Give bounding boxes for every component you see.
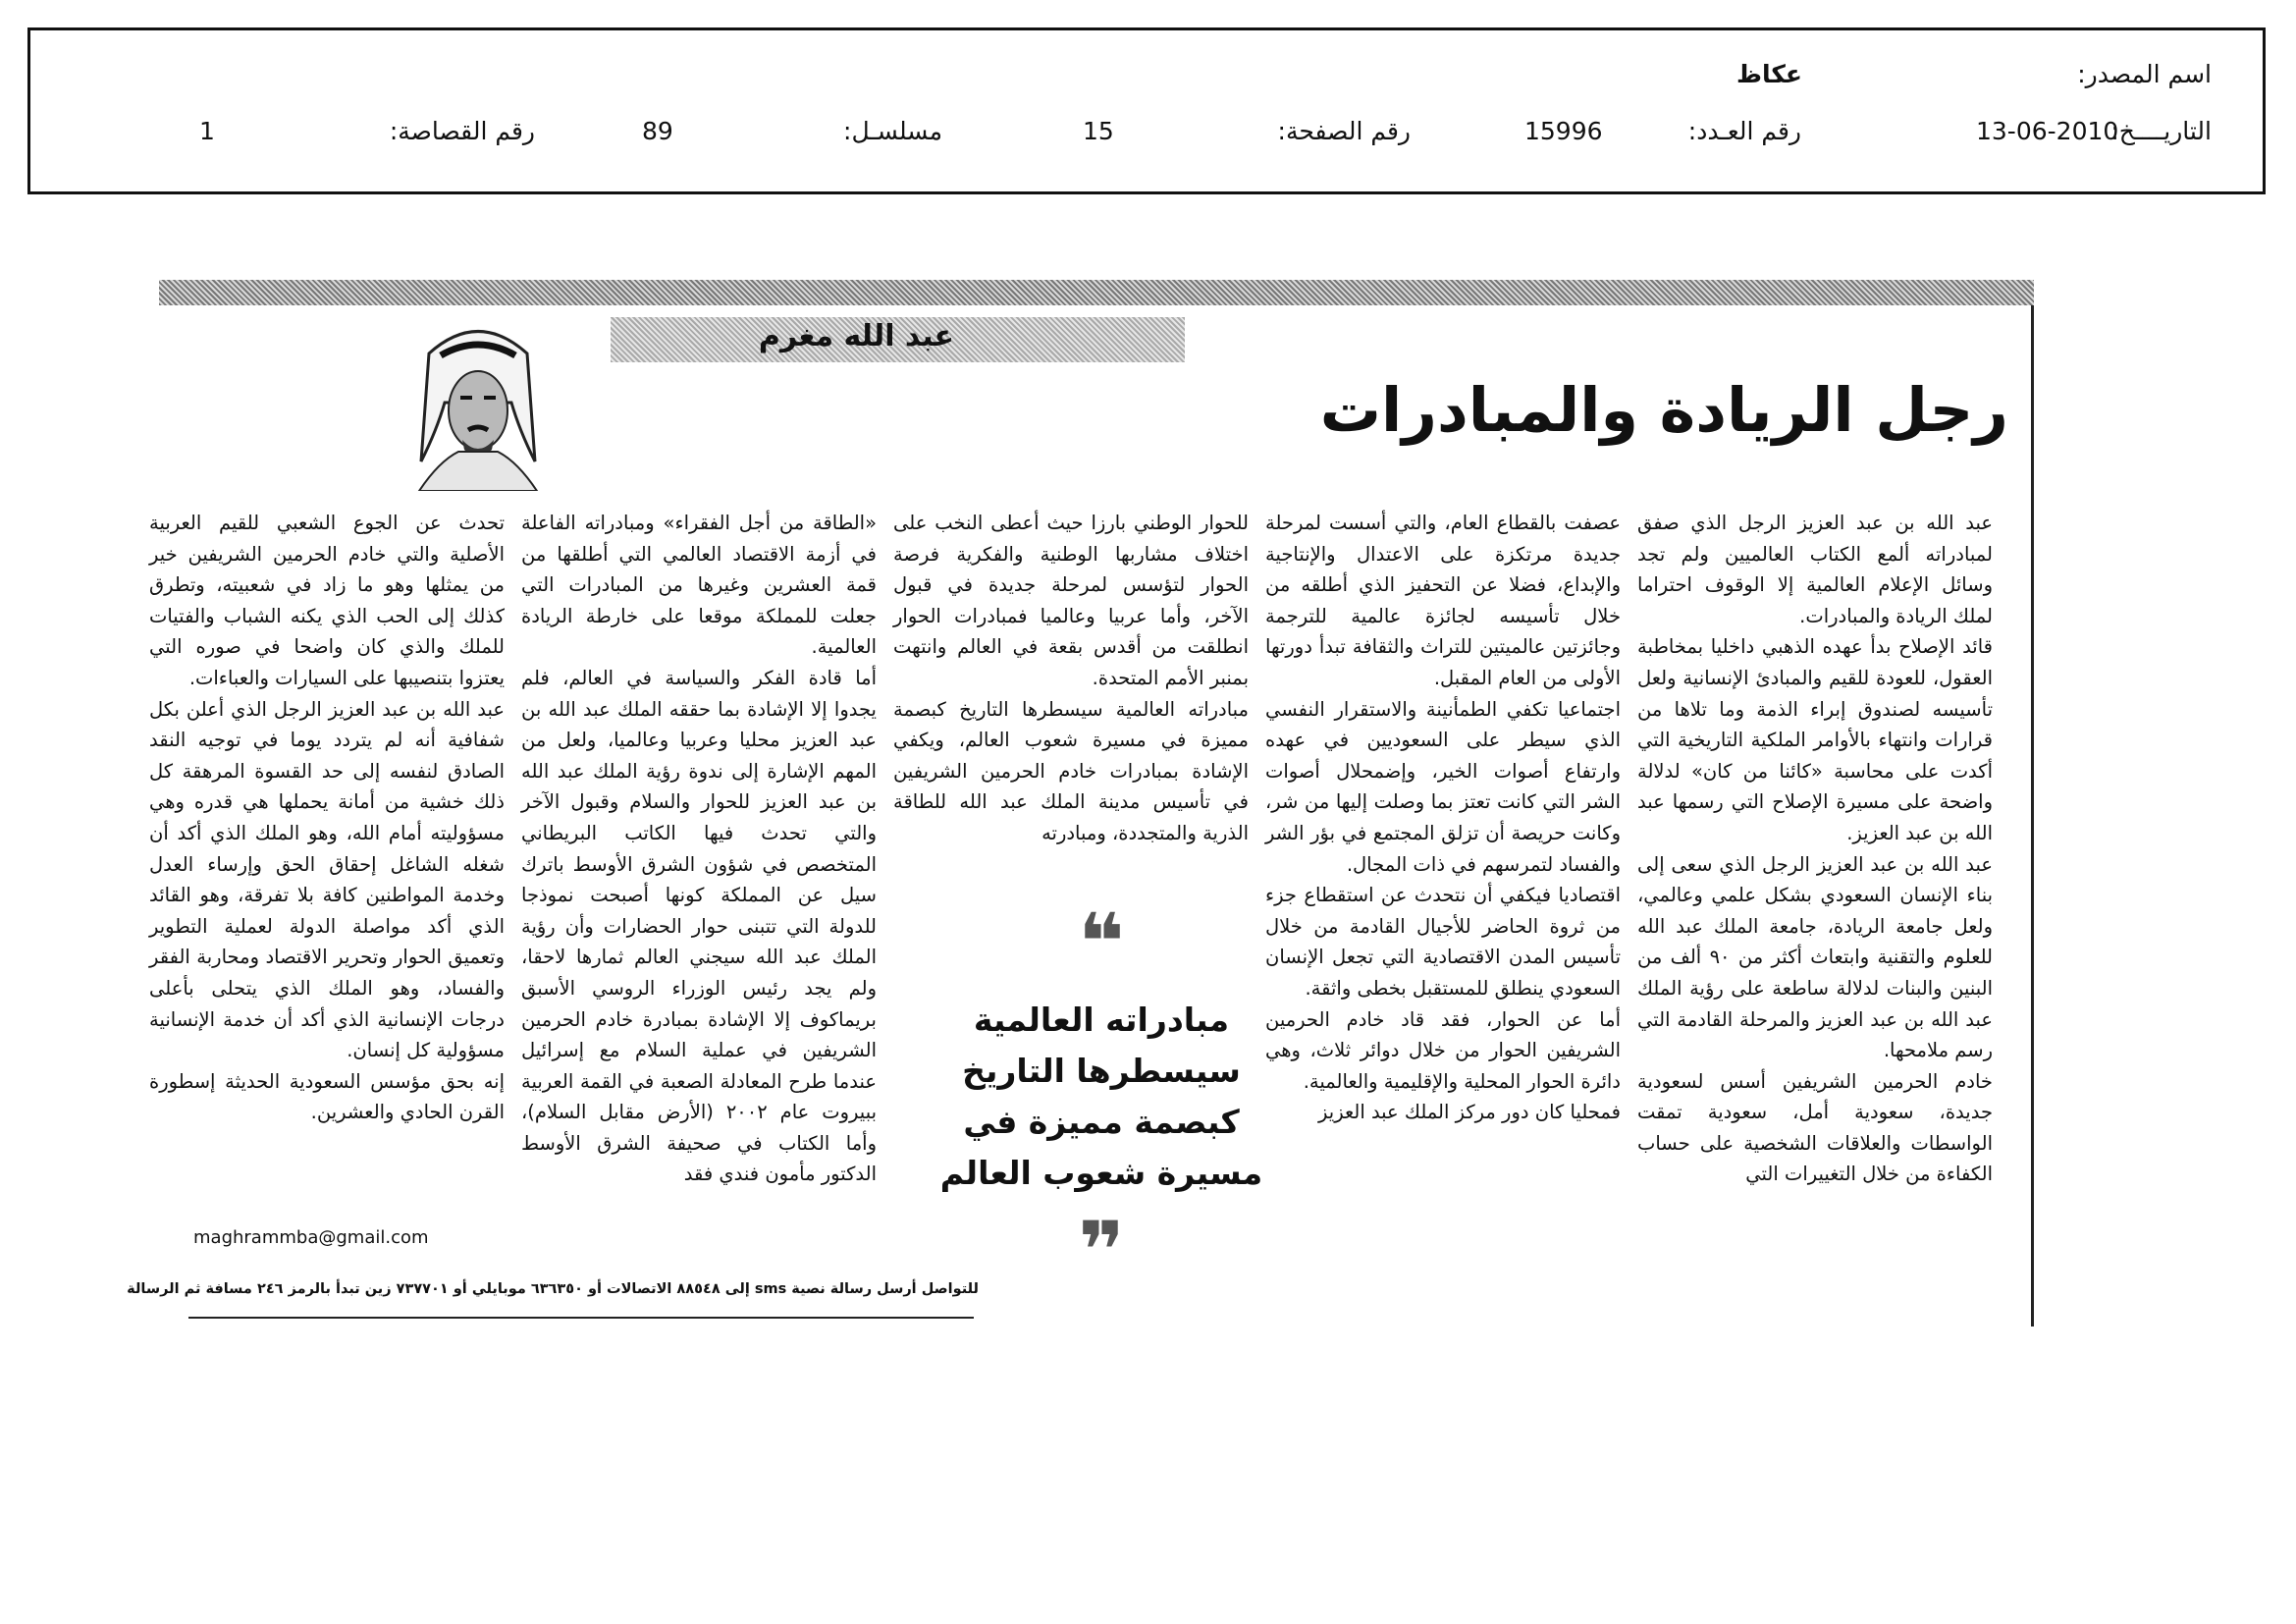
paragraph: عصفت بالقطاع العام، والتي أسست لمرحلة جديدة مرتكزة على الاعتدال والإنتاجية والإبداع، فضلا عن التحفيز الذي أطلقه من خلال تأسيسه لجائزة عالمية للترجمة وجائزتين عالميتين للتراث والثقافة تبدأ دورتها الأولى من العام المقبل. xyxy=(1265,512,1621,689)
clip-value: 1 xyxy=(199,117,215,145)
paragraph: تحدث عن الجوع الشعبي للقيم العربية الأصلية والتي خادم الحرمين الشريفين خير من يمثلها وهو ما زاد في شعبيته، وتطرق كذلك إلى الحب الذي يكنه الشباب والفتيات للملك والذي كان واضحا في صوره التي يعتزوا بتنصيبها على السيارات والعباءات. xyxy=(149,512,505,689)
column-3 xyxy=(893,508,1249,849)
date-value: 13-06-2010 xyxy=(1976,117,2119,145)
source-label: اسم المصدر: xyxy=(2077,60,2212,88)
column-2 xyxy=(1265,508,1621,1128)
serial-value: 89 xyxy=(642,117,673,145)
right-rule xyxy=(2031,305,2034,1326)
issue-label: رقم العـدد: xyxy=(1687,117,1801,145)
article-clipping xyxy=(127,280,2034,1340)
source-value: عكاظ xyxy=(1736,60,1802,88)
paragraph: «الطاقة من أجل الفقراء» ومبادراته الفاعلة في أزمة الاقتصاد العالمي التي أطلقها من قمة العشرين وغيرها من المبادرات التي جعلت للمملكة موقعا على خارطة الريادة العالمية. xyxy=(521,512,877,659)
author-byline: عبد الله مغرم xyxy=(758,319,954,353)
close-quote-icon: ❞ xyxy=(1078,1205,1125,1296)
pull-quote-text: مبادراته العالمية سيسطرها التاريخ كبصمة مميزة في مسيرة شعوب العالم xyxy=(939,1001,1263,1192)
page-label: رقم الصفحة: xyxy=(1277,117,1411,145)
paragraph: مبادراته العالمية سيسطرها التاريخ كبصمة مميزة في مسيرة شعوب العالم، ويكفي الإشادة بمبادرات خادم الحرمين الشريفين في تأسيس مدينة الملك عبد الله للطاقة الذرية والمتجددة، ومبادرته xyxy=(893,697,1249,844)
top-band xyxy=(159,280,2034,305)
pull-quote xyxy=(915,896,1288,1296)
paragraph: عبد الله بن عبد العزيز الرجل الذي سعى إلى بناء الإنسان السعودي بشكل علمي وعالمي، ولعل جامعة الريادة، جامعة الملك عبد الله للعلوم والتقنية وابتعاث أكثر من ٩٠ ألف من البنين والبنات لدلالة ساطعة على رؤية الملك عبد الله بن عبد العزيز والمرحلة القادمة التي رسم ملامحها. xyxy=(1637,852,1994,1062)
author-email: maghrammba@gmail.com xyxy=(193,1227,429,1248)
column-1 xyxy=(1637,508,1993,1190)
clipping-header xyxy=(27,27,2266,194)
serial-label: مسلسـل: xyxy=(843,117,942,145)
open-quote-icon: ❝ xyxy=(1078,896,1125,988)
article-title: رجل الريادة والمبادرات xyxy=(1319,374,2008,446)
column-5 xyxy=(149,508,505,1128)
paragraph: عبد الله بن عبد العزيز الرجل الذي صفق لمبادراته ألمع الكتاب العالميين ولم تجد وسائل الإعلام العالمية إلا الوقوف احتراما لملك الريادة والمبادرات. xyxy=(1637,512,1993,627)
column-4 xyxy=(521,508,877,1190)
page-value: 15 xyxy=(1083,117,1114,145)
footer-rule xyxy=(188,1317,974,1319)
author-photo xyxy=(409,314,547,491)
contact-footer: للتواصل أرسل رسالة نصية sms إلى ٨٨٥٤٨ الاتصالات أو ٦٣٦٣٥٠ موبايلي أو ٧٣٧٧٠١ زين تبدأ بالرمز ٢٤٦ مسافة ثم الرسالة xyxy=(127,1281,979,1297)
paragraph: خادم الحرمين الشريفين أسس لسعودية جديدة، سعودية أمل، سعودية تمقت الواسطات والعلاقات الشخصية على حساب الكفاءة من خلال التغييرات التي xyxy=(1637,1069,1993,1186)
clip-label: رقم القصاصة: xyxy=(389,117,535,145)
paragraph: للحوار الوطني بارزا حيث أعطى النخب على اختلاف مشاربها الوطنية والفكرية فرصة الحوار لتؤسس لمرحلة جديدة في قبول الآخر، وأما عربيا وعالميا فمبادرات الحوار انطلقت من أقدس بقعة في العالم وانتهت بمنبر الأمم المتحدة. xyxy=(893,512,1249,689)
paragraph: اجتماعيا تكفي الطمأنينة والاستقرار النفسي الذي سيطر على السعوديين في عهده وارتفاع أصوات الخير، وإضمحلال أصوات الشر التي كانت تعتز بما وصلت إليها من شر، وكانت حريصة أن تزلق المجتمع في بؤر الشر والفساد لتمرسهم في ذات المجال. xyxy=(1265,697,1621,876)
paragraph: أما عن الحوار، فقد قاد خادم الحرمين الشريفين الحوار من خلال دوائر ثلاث، وهي دائرة الحوار المحلية والإقليمية والعالمية. xyxy=(1265,1007,1621,1093)
date-label: التاريــــخ: xyxy=(2110,117,2212,145)
paragraph: عبد الله بن عبد العزيز الرجل الذي أعلن بكل شفافية أنه لم يتردد يوما في توجيه النقد الصادق لنفسه إلى حد القسوة المرهقة كل ذلك خشية من أمانة يحملها هي قدره وهي مسؤوليته أمام الله، وهو الملك الذي أكد أن شغله الشاغل إحقاق الحق وإرساء العدل وخدمة المواطنين كافة بلا تفرقة، وهو القائد الذي أكد مواصلة الدولة لعملية التطوير وتعميق الحوار وتحرير الاقتصاد ومحاربة الفقر والفساد، وهو الملك الذي يتحلى بأعلى درجات الإنسانية الذي أكد أن خدمة الإنسانية مسؤولية كل إنسان. xyxy=(149,697,505,1062)
paragraph: قائد الإصلاح بدأ عهده الذهبي داخليا بمخاطبة العقول، للعودة للقيم والمبادئ الإنسانية ولعل تأسيسه لصندوق إبراء الذمة وما تلاها من قرارات وانتهاء بالأوامر الملكية التاريخية التي أكدت على محاسبة «كائنا من كان» لدلالة واضحة على مسيرة الإصلاح التي رسمها عبد الله بن عبد العزيز. xyxy=(1637,635,1993,844)
paragraph: اقتصاديا فيكفي أن نتحدث عن استقطاع جزء من ثروة الحاضر للأجيال القادمة من خلال تأسيس المدن الاقتصادية التي تجعل الإنسان السعودي ينطلق للمستقبل بخطى واثقة. xyxy=(1265,884,1621,1000)
paragraph: فمحليا كان دور مركز الملك عبد العزيز xyxy=(1318,1101,1621,1124)
paragraph: إنه بحق مؤسس السعودية الحديثة إسطورة القرن الحادي والعشرين. xyxy=(149,1069,505,1124)
paragraph: أما قادة الفكر والسياسة في العالم، فلم يجدوا إلا الإشادة بما حققه الملك عبد الله بن عبد العزيز محليا وعربيا وعالميا، ولعل من المهم الإشارة إلى ندوة رؤية الملك عبد الله بن عبد العزيز للحوار والسلام وقبول الآخر والتي تحدث فيها الكاتب البريطاني المتخصص في شؤون الشرق الأوسط باترك سيل عن المملكة كونها أصبحت نموذجا للدولة التي تتبنى حوار الحضارات وأن رؤية الملك عبد الله سيجني العالم ثمارها لاحقا، ولم يجد رئيس الوزراء الروسي الأسبق بريماكوف إلا الإشادة بمبادرة خادم الحرمين الشريفين في عملية السلام مع إسرائيل عندما طرح المعادلة الصعبة في القمة العربية ببيروت عام ٢٠٠٢ (الأرض مقابل السلام)، وأما الكتاب في صحيفة الشرق الأوسط الدكتور مأمون فندي فقد xyxy=(521,666,878,1186)
issue-value: 15996 xyxy=(1524,117,1603,145)
